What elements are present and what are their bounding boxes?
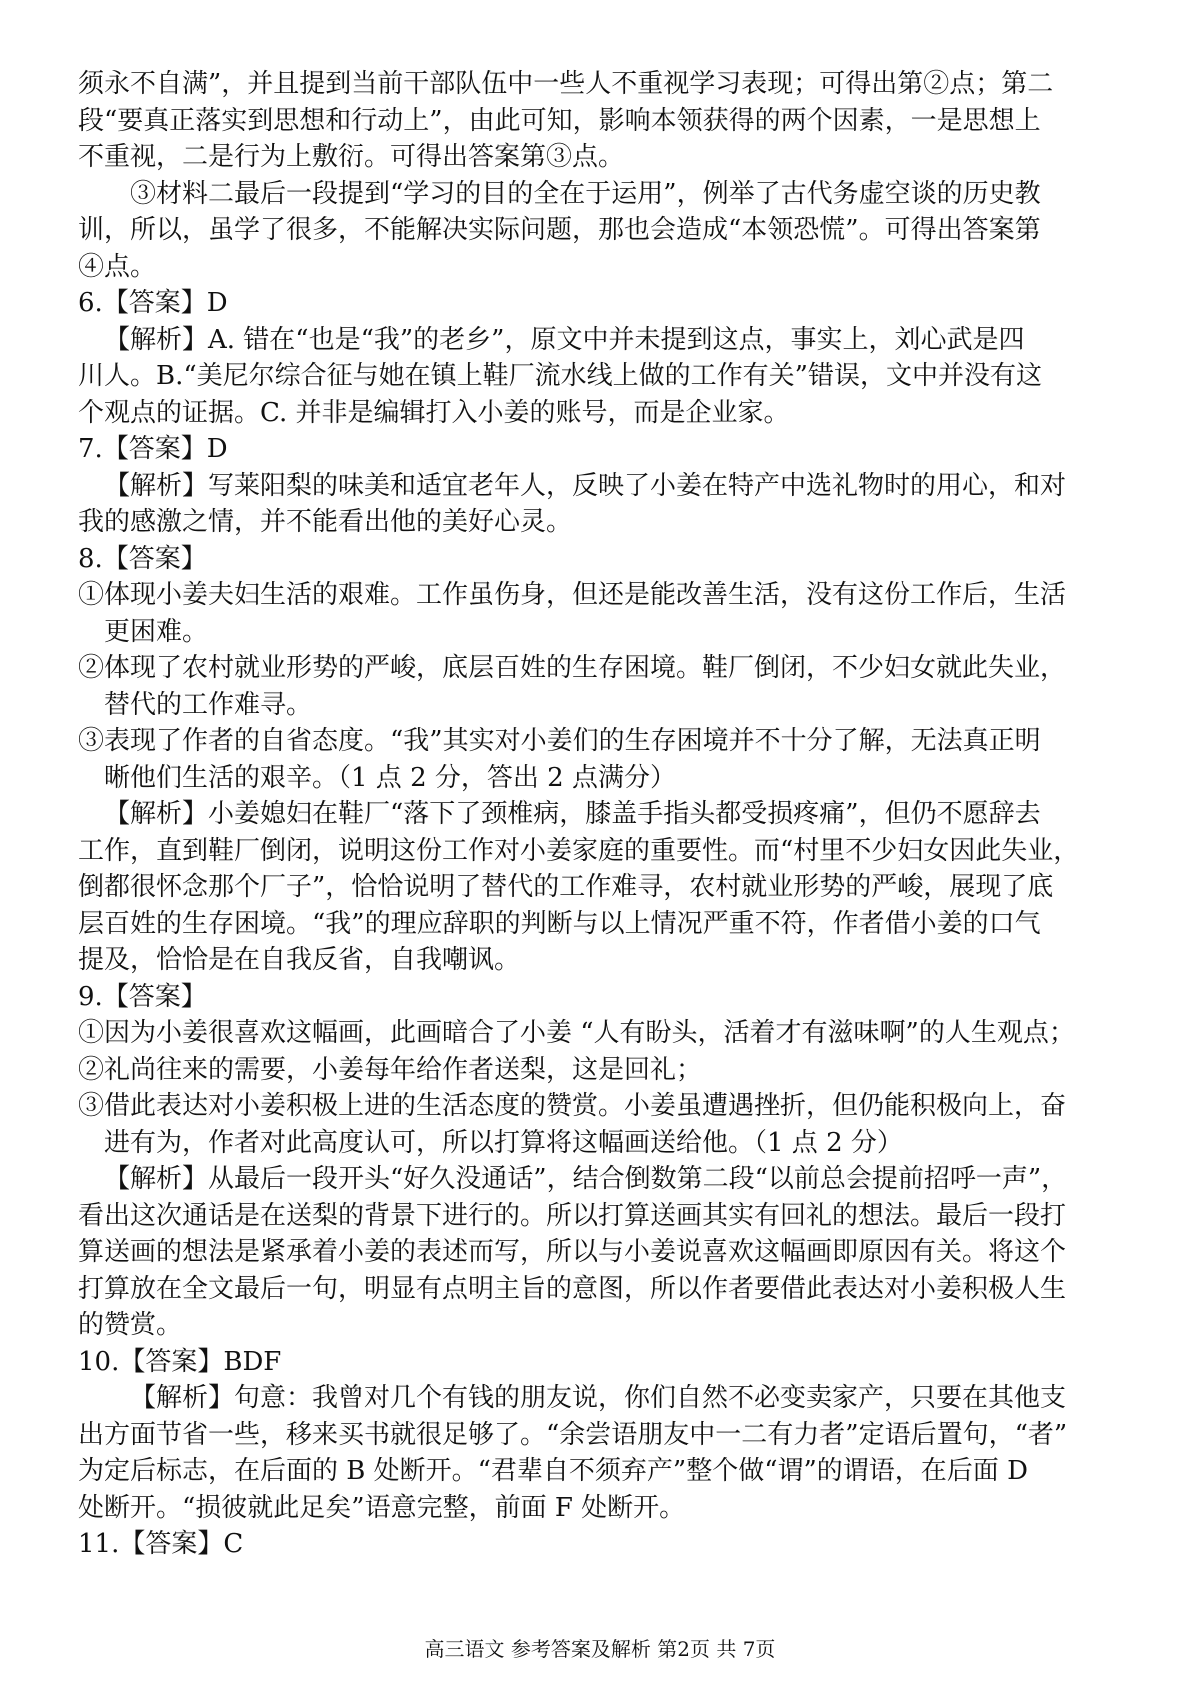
text-line: 进有为，作者对此高度认可，所以打算将这幅画送给他。（1 点 2 分） [104,1127,903,1158]
text-line: 11.【答案】C [78,1529,244,1559]
text-line: 工作，直到鞋厂倒闭，说明这份工作对小姜家庭的重要性。而“村里不少妇女因此失业， [78,835,1080,866]
text-line: 个观点的证据。C. 并非是编辑打入小姜的账号，而是企业家。 [78,397,790,428]
text-line: 为定后标志，在后面的 B 处断开。“君辈自不须弃产”整个做“谓”的谓语，在后面 D [78,1456,1028,1486]
text-line: ③材料二最后一段提到“学习的目的全在于运用”，例举了古代务虚空谈的历史教 [130,178,1041,209]
text-line: 10.【答案】BDF [78,1346,282,1377]
text-line: 训，所以，虽学了很多，不能解决实际问题，那也会造成“本领恐慌”。可得出答案第 [78,215,1041,245]
text-line: ③表现了作者的自省态度。“我”其实对小姜们的生存困境并不十分了解，无法真正明 [78,726,1041,756]
text-line: 我的感激之情，并不能看出他的美好心灵。 [78,507,573,537]
text-line: 川人。B.“美尼尔综合征与她在镇上鞋厂流水线上做的工作有关”错误，文中并没有这 [78,361,1042,391]
text-line: ②礼尚往来的需要，小姜每年给作者送梨，这是回礼； [78,1054,703,1085]
text-line: 【解析】A. 错在“也是“我”的老乡”，原文中并未提到这点，事实上，刘心武是四 [104,324,1025,355]
text-line: 层百姓的生存困境。“我”的理应辞职的判断与以上情况严重不符，作者借小姜的口气 [78,908,1041,939]
text-line: 【解析】写莱阳梨的味美和适宜老年人，反映了小姜在特产中选礼物时的用心，和对 [104,470,1067,501]
text-line: 的赞赏。 [78,1310,183,1340]
text-line: 【解析】小姜媳妇在鞋厂“落下了颈椎病，膝盖手指头都受损疼痛”，但仍不愿辞去 [104,799,1041,829]
text-line: 出方面节省一些，移来买书就很足够了。“余尝语朋友中一二有力者”定语后置句，“者” [78,1419,1068,1450]
text-line: 须永不自满”，并且提到当前干部队伍中一些人不重视学习表现；可得出第②点；第二 [78,69,1054,99]
text-line: 算送画的想法是紧承着小姜的表述而写，所以与小姜说喜欢这幅画即原因有关。将这个 [78,1237,1067,1267]
answer-body [78,66,1128,1563]
text-line: 晰他们生活的艰辛。（1 点 2 分，答出 2 点满分） [104,762,676,793]
text-line: 倒都很怀念那个厂子”，恰恰说明了替代的工作难寻，农村就业形势的严峻，展现了底 [78,872,1054,902]
text-line: ③借此表达对小姜积极上进的生活态度的赞赏。小姜虽遭遇挫折，但仍能积极向上，奋 [78,1091,1067,1121]
text-line: 7.【答案】D [78,434,228,464]
text-line: 段“要真正落实到思想和行动上”，由此可知，影响本领获得的两个因素，一是思想上 [78,105,1041,136]
text-line: 打算放在全文最后一句，明显有点明主旨的意图，所以作者要借此表达对小姜积极人生 [78,1273,1067,1304]
text-line: 9.【答案】 [78,981,207,1012]
text-line: 替代的工作难寻。 [104,689,313,720]
text-line: ④点。 [78,251,157,282]
text-line: 【解析】句意：我曾对几个有钱的朋友说，你们自然不必变卖家产，只要在其他支 [130,1383,1067,1413]
text-line: ①体现小姜夫妇生活的艰难。工作虽伤身，但还是能改善生活，没有这份工作后，生活 [78,580,1067,610]
text-line: ①因为小姜很喜欢这幅画，此画暗合了小姜 “人有盼头，活着才有滋味啊”的人生观点； [78,1018,1075,1048]
text-line: 8.【答案】 [78,543,207,574]
text-line: 处断开。“损彼就此足矣”语意完整，前面 F 处断开。 [78,1492,686,1523]
text-line: 更困难。 [104,616,209,647]
text-line: 看出这次通话是在送梨的背景下进行的。所以打算送画其实有回礼的想法。最后一段打 [78,1200,1067,1231]
text-line: 提及，恰恰是在自我反省，自我嘲讽。 [78,945,521,975]
text-line: ②体现了农村就业形势的严峻，底层百姓的生存困境。鞋厂倒闭，不少妇女就此失业， [78,653,1067,683]
page-footer: 高三语文 参考答案及解析 第2页 共 7页 [424,1637,776,1661]
text-line: 不重视，二是行为上敷衍。可得出答案第③点。 [78,142,625,172]
text-line: 6.【答案】D [78,288,228,318]
text-line: 【解析】从最后一段开头“好久没通话”，结合倒数第二段“以前总会提前招呼一声”， [104,1164,1068,1194]
